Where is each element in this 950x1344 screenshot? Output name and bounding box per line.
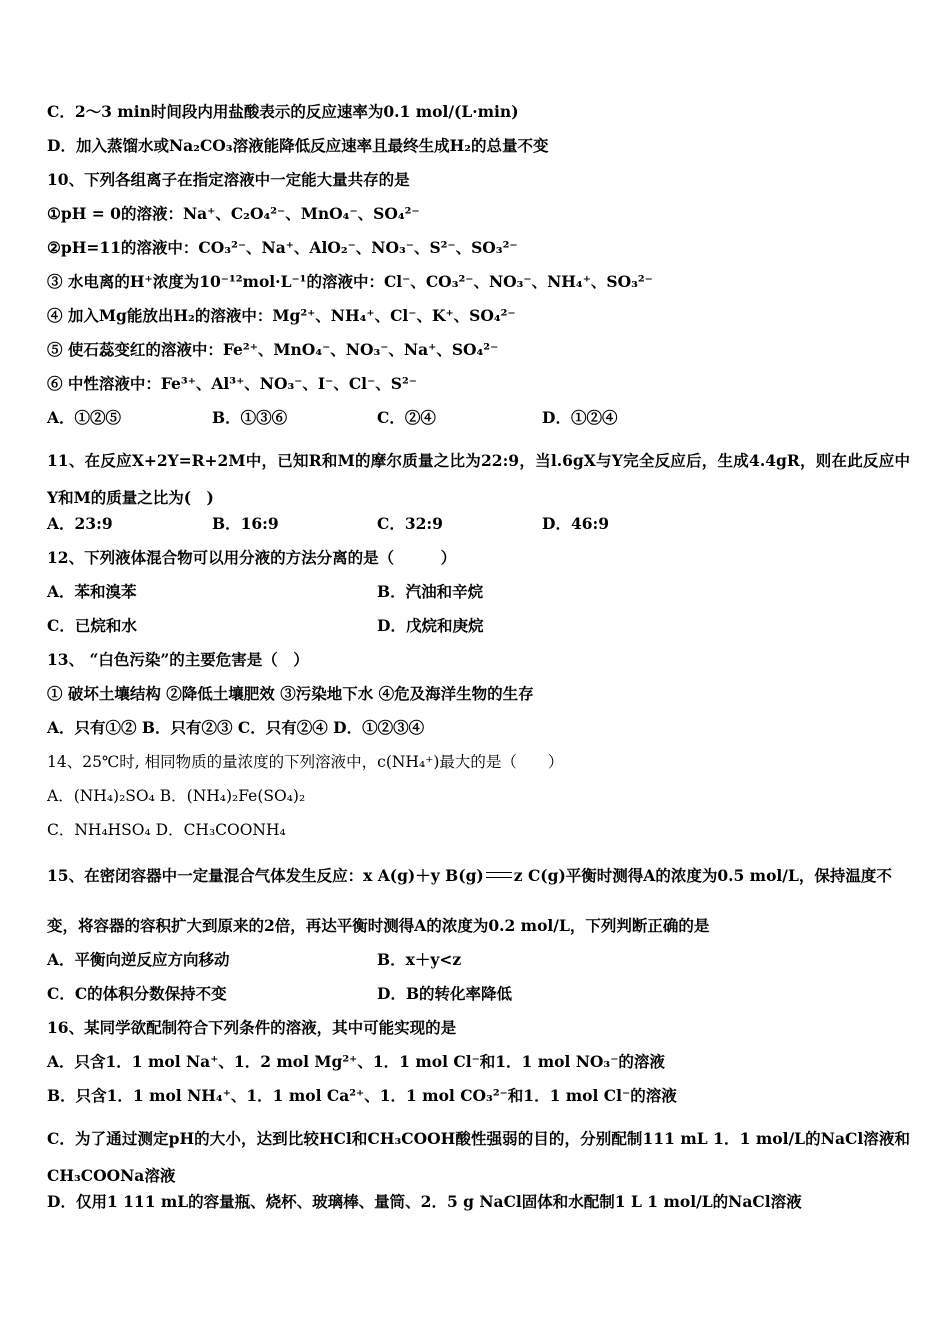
question-12-option-b[interactable]: B．汽油和辛烷 [377, 582, 484, 601]
question-16-option-d[interactable]: D．仅用1 111 mL的容量瓶、烧杯、玻璃棒、量筒、2．5 g NaCl固体和水配制1 L 1 mol/L的NaCl溶液 [47, 1192, 802, 1211]
question-16-option-a[interactable]: A．只含1．1 mol Na⁺、1．2 mol Mg²⁺、1．1 mol Cl⁻和1．1 mol NO₃⁻的溶液 [47, 1052, 665, 1071]
equilibrium-arrow-icon [484, 870, 514, 884]
question-10-option-a[interactable]: A．①②⑤ [47, 408, 122, 427]
question-10-item-2: ②pH=11的溶液中：CO₃²⁻、Na⁺、AlO₂⁻、NO₃⁻、S²⁻、SO₃²⁻ [47, 238, 518, 257]
question-10-option-b[interactable]: B．①③⑥ [212, 408, 288, 427]
question-15-products: z C(g)平衡时测得A的浓度为0.5 mol/L，保持温度不 [513, 866, 892, 885]
question-13-stem: 13、 “白色污染”的主要危害是（ ） [47, 650, 309, 669]
question-12-option-c[interactable]: C．已烷和水 [47, 616, 137, 635]
question-15-option-c[interactable]: C．C的体积分数保持不变 [47, 984, 227, 1003]
question-10-stem: 10、下列各组离子在指定溶液中一定能大量共存的是 [47, 170, 410, 189]
question-14-stem: 14、25℃时, 相同物质的量浓度的下列溶液中，c(NH₄⁺)最大的是（ ） [47, 753, 564, 771]
question-10-item-6: ⑥ 中性溶液中：Fe³⁺、Al³⁺、NO₃⁻、I⁻、Cl⁻、S²⁻ [47, 374, 417, 393]
question-10-option-c[interactable]: C．②④ [377, 408, 436, 427]
question-14-options-cd[interactable]: C．NH₄HSO₄ D．CH₃COONH₄ [47, 821, 286, 839]
question-15-option-d[interactable]: D．B的转化率降低 [377, 984, 513, 1003]
option-9d: D．加入蒸馏水或Na₂CO₃溶液能降低反应速率且最终生成H₂的总量不变 [47, 136, 549, 155]
question-11-option-c[interactable]: C．32:9 [377, 514, 443, 533]
question-16-stem: 16、某同学欲配制符合下列条件的溶液，其中可能实现的是 [47, 1018, 457, 1037]
question-10-item-5: ⑤ 使石蕊变红的溶液中：Fe²⁺、MnO₄⁻、NO₃⁻、Na⁺、SO₄²⁻ [47, 340, 499, 359]
question-16-option-b[interactable]: B．只含1．1 mol NH₄⁺、1．1 mol Ca²⁺、1．1 mol CO₃²⁻和1．1 mol Cl⁻的溶液 [47, 1086, 677, 1105]
question-15-stem-line-2: 变，将容器的容积扩大到原来的2倍，再达平衡时测得A的浓度为0.2 mol/L，下列判断正确的是 [47, 916, 710, 935]
question-15-option-b[interactable]: B．x＋y<z [377, 950, 462, 969]
question-15-option-a[interactable]: A．平衡向逆反应方向移动 [47, 950, 230, 969]
question-10-item-1: ①pH = 0的溶液：Na⁺、C₂O₄²⁻、MnO₄⁻、SO₄²⁻ [47, 204, 420, 223]
question-11-option-a[interactable]: A．23:9 [47, 514, 113, 533]
question-10-item-3: ③ 水电离的H⁺浓度为10⁻¹²mol·L⁻¹的溶液中：Cl⁻、CO₃²⁻、NO₃⁻、NH₄⁺、SO₃²⁻ [47, 272, 653, 291]
question-15-reactants: 15、在密闭容器中一定量混合气体发生反应：x A(g)＋y B(g) [47, 866, 484, 885]
question-12-stem: 12、下列液体混合物可以用分液的方法分离的是（ ） [47, 548, 457, 567]
question-11-option-b[interactable]: B．16:9 [212, 514, 279, 533]
question-13-options[interactable]: A．只有①② B．只有②③ C．只有②④ D．①②③④ [47, 718, 425, 737]
question-11-option-d[interactable]: D．46:9 [542, 514, 610, 533]
question-13-statements: ① 破坏土壤结构 ②降低土壤肥效 ③污染地下水 ④危及海洋生物的生存 [47, 684, 534, 703]
question-12-option-a[interactable]: A．苯和溴苯 [47, 582, 137, 601]
question-16-option-c[interactable]: C．为了通过测定pH的大小，达到比较HCl和CH₃COOH酸性强弱的目的，分别配制111 mL 1．1 mol/L的NaCl溶液和CH₃COONa溶液 [47, 1129, 910, 1185]
question-15-stem-line-1 [47, 866, 892, 886]
option-9c: C．2～3 min时间段内用盐酸表示的反应速率为0.1 mol/(L·min) [47, 102, 519, 121]
question-10-item-4: ④ 加入Mg能放出H₂的溶液中：Mg²⁺、NH₄⁺、Cl⁻、K⁺、SO₄²⁻ [47, 306, 516, 325]
question-14-options-ab[interactable]: A．(NH₄)₂SO₄ B．(NH₄)₂Fe(SO₄)₂ [47, 787, 306, 805]
question-12-option-d[interactable]: D．戊烷和庚烷 [377, 616, 484, 635]
question-10-option-d[interactable]: D．①②④ [542, 408, 618, 427]
question-11-stem: 11、在反应X+2Y=R+2M中，已知R和M的摩尔质量之比为22:9，当l.6gX与Y完全反应后，生成4.4gR，则在此反应中Y和M的质量之比为( ) [47, 451, 910, 507]
